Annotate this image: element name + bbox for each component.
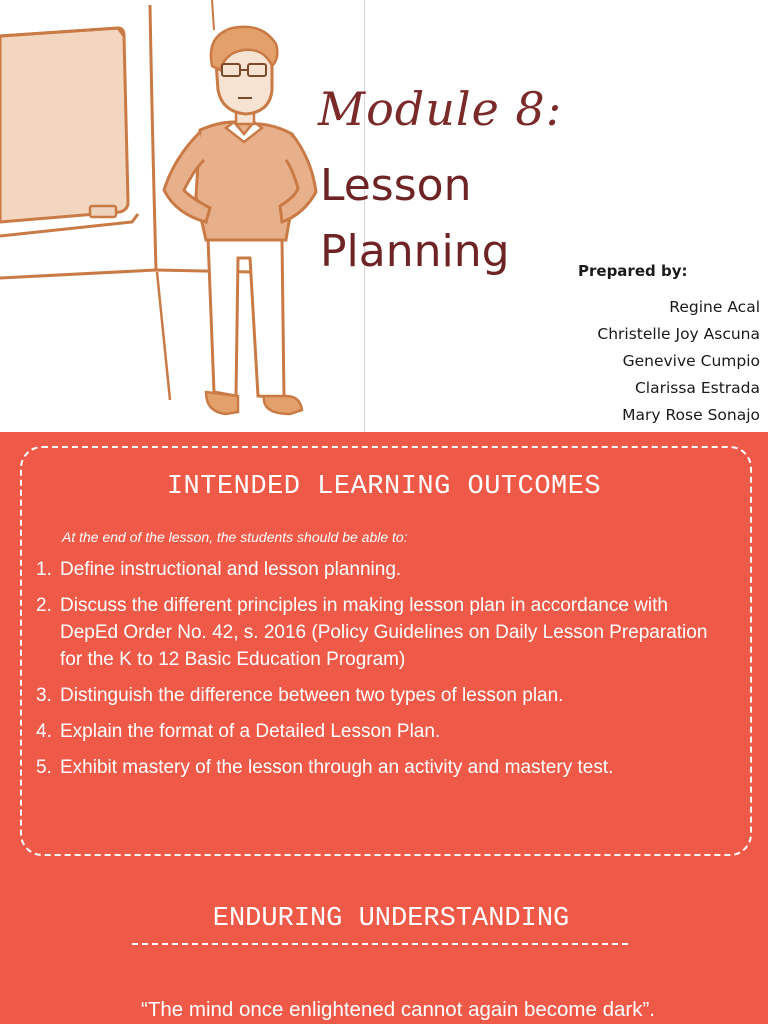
list-item	[36, 592, 726, 673]
author-list	[597, 294, 760, 429]
cover-section	[0, 0, 768, 432]
list-item	[36, 754, 726, 781]
dashed-divider	[132, 943, 628, 945]
module-number: Module 8:	[318, 82, 563, 136]
list-item	[36, 682, 726, 709]
author-name: Mary Rose Sonajo	[622, 406, 760, 424]
item-number: 5.	[36, 757, 52, 778]
item-text: Define instructional and lesson planning.	[60, 559, 402, 580]
enduring-heading: ENDURING UNDERSTANDING	[212, 904, 570, 934]
author-name: Clarissa Estrada	[634, 379, 760, 397]
teacher-illustration	[0, 0, 370, 432]
teacher-figure	[164, 27, 316, 414]
item-number: 2.	[36, 595, 52, 616]
item-text: Explain the format of a Detailed Lesson Plan.	[60, 721, 441, 742]
module-title-line-2: Planning	[320, 226, 510, 277]
author-name: Regine Acal	[669, 298, 760, 316]
author-name: Christelle Joy Ascuna	[597, 325, 760, 343]
prepared-by-label: Prepared by:	[578, 262, 688, 280]
list-item	[36, 556, 726, 583]
outcomes-list	[36, 556, 726, 790]
outcomes-heading: INTENDED LEARNING OUTCOMES	[166, 472, 602, 502]
eraser-icon	[90, 206, 116, 217]
module-title-line-1: Lesson	[320, 160, 472, 211]
content-section	[0, 432, 768, 1024]
outcomes-intro: At the end of the lesson, the students should be able to:	[62, 529, 408, 545]
item-text: Exhibit mastery of the lesson through an activity and mastery test.	[60, 757, 614, 778]
page-divider	[364, 0, 365, 432]
item-text: Discuss the different principles in making lesson plan in accordance with DepEd Order No. 42, s. 2016 (Policy Guidelines on Daily Lesson Preparation for the K to 12 Basic Education Program)	[60, 595, 708, 670]
item-number: 1.	[36, 559, 52, 580]
author-name: Genevive Cumpio	[622, 352, 760, 370]
list-item	[36, 718, 726, 745]
item-number: 4.	[36, 721, 52, 742]
chalkboard	[0, 28, 138, 236]
item-text: Distinguish the difference between two types of lesson plan.	[60, 685, 564, 706]
item-number: 3.	[36, 685, 52, 706]
enduring-quote: “The mind once enlightened cannot again become dark”.	[141, 998, 655, 1021]
